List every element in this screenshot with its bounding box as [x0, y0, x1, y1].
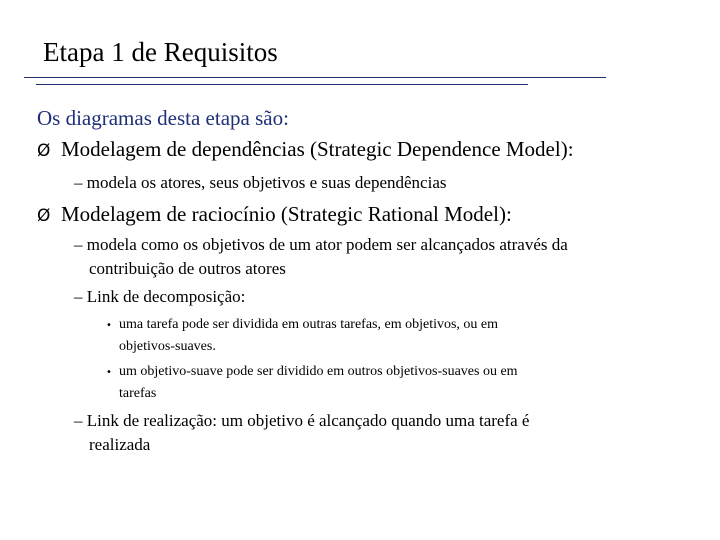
- list-item-dependence-model: [37, 136, 574, 164]
- point-text: um objetivo-suave pode ser dividido em outros objetivos-suaves ou em: [119, 364, 518, 379]
- dot-bullet: •: [106, 367, 112, 378]
- sub-item-text: modela os atores, seus objetivos e suas dependências: [86, 173, 447, 192]
- slide-title: Etapa 1 de Requisitos: [43, 37, 278, 67]
- decomposition-point-task: [106, 314, 498, 357]
- point-text-continued: tarefas: [119, 386, 157, 401]
- point-text-continued: objetivos-suaves.: [119, 339, 216, 354]
- list-item-text: Modelagem de dependências (Strategic Dependence Model):: [61, 137, 574, 161]
- dash-bullet: –: [74, 411, 83, 430]
- decomposition-point-softgoal: [106, 361, 518, 404]
- intro-text: Os diagramas desta etapa são:: [37, 106, 289, 130]
- dash-bullet: –: [74, 287, 83, 306]
- sub-item-text: Link de realização: um objetivo é alcançado quando uma tarefa é: [86, 411, 530, 430]
- title-divider-line-secondary: [36, 84, 528, 85]
- list-item-rational-model: [37, 201, 512, 229]
- sub-item-decomposition-link: [74, 285, 245, 309]
- title-divider-line: [24, 77, 606, 78]
- sub-item-dependence-description: [74, 171, 447, 195]
- dot-bullet: •: [106, 320, 112, 331]
- list-item-text: Modelagem de raciocínio (Strategic Rational Model):: [61, 202, 512, 226]
- sub-item-text: Link de decomposição:: [86, 287, 246, 306]
- sub-item-text-continued: contribuição de outros atores: [89, 259, 286, 278]
- arrow-bullet-icon: Ø: [37, 206, 51, 226]
- arrow-bullet-icon: Ø: [37, 141, 51, 161]
- dash-bullet: –: [74, 173, 83, 192]
- dash-bullet: –: [74, 235, 83, 254]
- sub-item-rational-description: [74, 233, 568, 281]
- sub-item-text-continued: realizada: [89, 435, 151, 454]
- point-text: uma tarefa pode ser dividida em outras tarefas, em objetivos, ou em: [119, 317, 499, 332]
- sub-item-text: modela como os objetivos de um ator podem ser alcançados através da: [86, 235, 568, 254]
- sub-item-realization-link: [74, 409, 529, 457]
